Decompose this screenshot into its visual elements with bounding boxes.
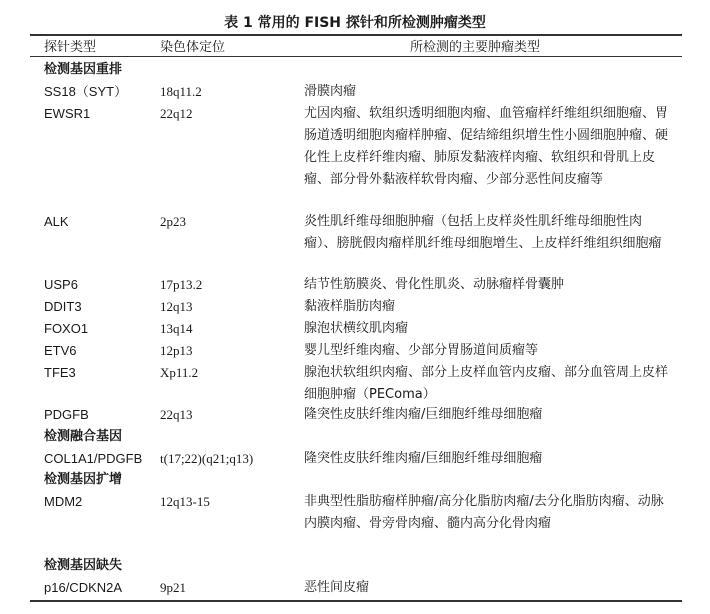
- tumor-cell: 黏液样脂肪肉瘤: [304, 299, 396, 314]
- probe-cell: ALK: [44, 214, 69, 229]
- location-cell: 22q13: [160, 407, 193, 422]
- location-cell: 17p13.2: [160, 277, 203, 292]
- header-tumor: 所检测的主要肿瘤类型: [410, 40, 541, 55]
- location-cell: 9p21: [160, 580, 186, 595]
- probe-cell: TFE3: [44, 365, 76, 380]
- location-cell: 12p13: [160, 343, 193, 358]
- probe-cell: COL1A1/PDGFB: [44, 451, 143, 466]
- tumor-cell: 隆突性皮肤纤维肉瘤/巨细胞纤维母细胞瘤: [304, 451, 543, 466]
- tumor-cell: 婴儿型纤维肉瘤、少部分胃肠道间质瘤等: [304, 343, 539, 358]
- tumor-cell: 恶性间皮瘤: [304, 580, 370, 595]
- location-cell: 22q12: [160, 106, 193, 121]
- tumor-cell: 隆突性皮肤纤维肉瘤/巨细胞纤维母细胞瘤: [304, 407, 543, 422]
- tumor-cell: 结节性筋膜炎、骨化性肌炎、动脉瘤样骨囊肿: [304, 277, 565, 292]
- probe-cell: DDIT3: [44, 299, 82, 314]
- probe-cell: PDGFB: [44, 407, 89, 422]
- probe-cell: USP6: [44, 277, 78, 292]
- tumor-cell: 腺泡状横纹肌肉瘤: [304, 321, 409, 336]
- section-rearrangement: 检测基因重排: [44, 62, 123, 77]
- probe-cell: MDM2: [44, 494, 83, 509]
- location-cell: 12q13: [160, 299, 193, 314]
- section-fusion: 检测融合基因: [44, 429, 123, 444]
- header-rule: [30, 56, 682, 57]
- header-location: 染色体定位: [160, 40, 226, 55]
- section-amplification: 检测基因扩增: [44, 472, 123, 487]
- probe-cell: p16/CDKN2A: [44, 580, 123, 595]
- bottom-rule: [30, 600, 682, 602]
- probe-cell: FOXO1: [44, 321, 89, 336]
- probe-cell: SS18（SYT）: [44, 84, 128, 99]
- section-deletion: 检测基因缺失: [44, 558, 123, 573]
- location-cell: 12q13-15: [160, 494, 210, 509]
- tumor-cell: 非典型性脂肪瘤样肿瘤/高分化脂肪肉瘤/去分化脂肪肉瘤、动脉内膜肉瘤、骨旁骨肉瘤、髓内高分化骨肉瘤: [304, 494, 664, 531]
- probe-cell: EWSR1: [44, 106, 91, 121]
- tumor-cell: 炎性肌纤维母细胞肿瘤（包括上皮样炎性肌纤维母细胞性肉瘤）、膀胱假肉瘤样肌纤维母细胞增生、上皮样纤维组织细胞瘤: [304, 214, 662, 251]
- location-cell: t(17;22)(q21;q13): [160, 451, 254, 466]
- tumor-cell: 尤因肉瘤、软组织透明细胞肉瘤、血管瘤样纤维组织细胞瘤、胃肠道透明细胞肉瘤样肿瘤、促结缔组织增生性小圆细胞肿瘤、硬化性上皮样纤维肉瘤、肺原发黏液样肉瘤、软组织和骨肌上皮瘤、部分骨外黏液样软骨肉瘤、少部分恶性间皮瘤等: [304, 106, 669, 187]
- location-cell: 18q11.2: [160, 84, 202, 99]
- tumor-cell: 腺泡状软组织肉瘤、部分上皮样血管内皮瘤、部分血管周上皮样细胞肿瘤（PEComa）: [304, 365, 669, 402]
- top-rule: [30, 34, 682, 36]
- tumor-cell: 滑膜肉瘤: [304, 84, 357, 99]
- table-title: 表 1 常用的 FISH 探针和所检测肿瘤类型: [224, 15, 486, 31]
- location-cell: 13q14: [160, 321, 193, 336]
- location-cell: 2p23: [160, 214, 186, 229]
- header-probe: 探针类型: [44, 40, 97, 55]
- location-cell: Xp11.2: [160, 365, 199, 380]
- probe-cell: ETV6: [44, 343, 77, 358]
